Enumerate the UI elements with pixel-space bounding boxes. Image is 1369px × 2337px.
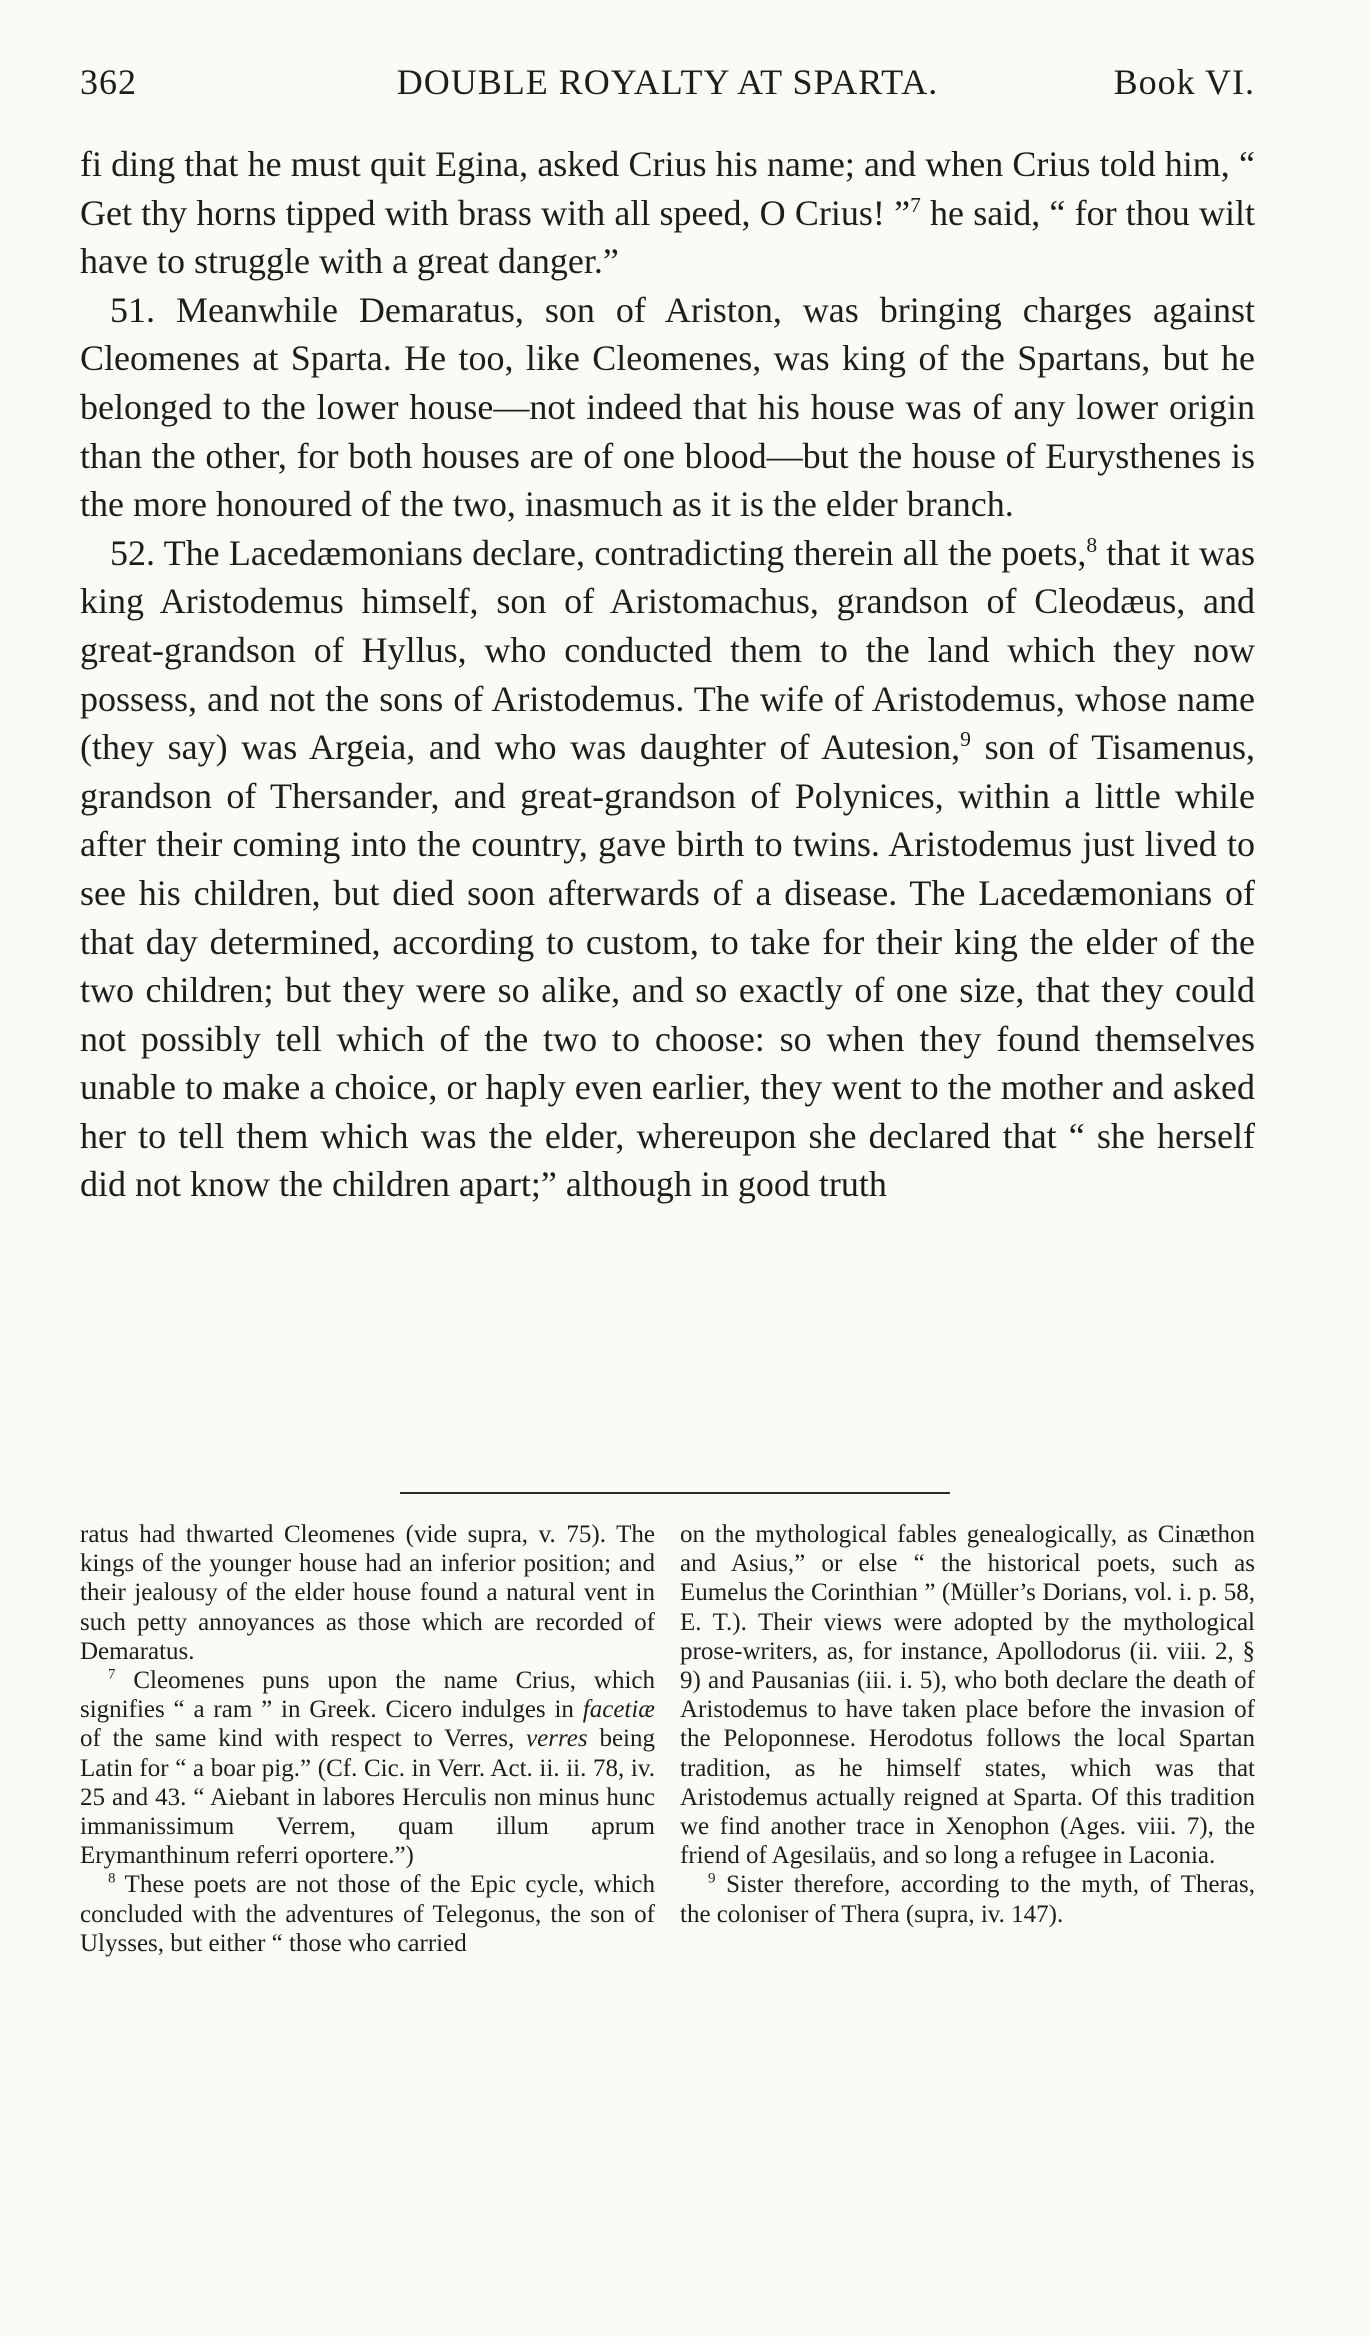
paragraph-51: 51. Meanwhile Demaratus, son of Ariston, was bringing charges against Cleomenes at Sparta. He too, like Cleomenes, was king of the Spartans, but he belonged to the lower house—not indeed that his house was of any lower origin than the other, for both houses are of one blood—but the house of Eurysthenes is the more honoured of the two, inasmuch as it is the elder branch.	[80, 289, 1255, 525]
footnote-ref-8: 8	[1086, 532, 1098, 557]
footnote-9: $^9$ Sister therefore, according to the myth, of Theras, the coloniser of Thera (supra, iv. 147).	[680, 1871, 1255, 1928]
footnote-7: $^7$ Cleomenes puns upon the name Crius, which signifies “ a ram ” in Greek. Cicero indulges in facetiæ of the same kind with respect to Verres, verres being Latin for “ a boar pig.” (Cf. Cic. in Verr. Act. ii. ii. 78, iv. 25 and 43. “ Aiebant in labores Herculis non minus hunc immanissimum Verrem, quam illum aprum Erymanthinum referri oportere.”)	[80, 1666, 656, 1870]
running-title: DOUBLE ROYALTY AT SPARTA.	[396, 62, 939, 102]
page-number: 362	[80, 62, 137, 102]
paragraph-52: 52. The Lacedæmonians declare, contradicting therein all the poets,$^8$ that it was king Aristodemus himself, son of Aristomachus, grandson of Cleodæus, and great-grandson of Hyllus, who conducted them to the land which they now possess, and not the sons of Aristodemus. The wife of Aristodemus, whose name (they say) was Argeia, and who was daughter of Autesion,$^9$ son of Tisamenus, grandson of Thersander, and great-grandson of Polynices, within a little while after their coming into the country, gave birth to twins. Aristodemus just lived to see his children, but died soon afterwards of a disease. The Lacedæmonians of that day determined, according to custom, to take for their king the elder of the two children; but they were so alike, and so exactly of one size, that they could not possibly tell which of the two to choose: so when they found themselves unable to make a choice, or haply even earlier, they went to the mother and asked her to tell them which was the elder, whereupon she declared that “ she herself did not know the children apart;” although in good truth	[80, 532, 1255, 1205]
footnote-continuation: ratus had thwarted Cleomenes (vide supra, v. 75). The kings of the younger house had an inferior position; and their jealousy of the elder house found a natural vent in such petty annoyances as those which are recorded of Demaratus.	[80, 1521, 655, 1665]
running-head	[80, 56, 1255, 108]
footnote-ref-7: 7	[910, 192, 921, 217]
main-text	[80, 140, 1255, 1209]
footnote-8-continuation: on the mythological fables genealogically, as Cinæthon and Asius,” or else “ the historical poets, such as Eumelus the Corinthian ” (Müller’s Dorians, vol. i. p. 58, E. T.). Their views were adopted by the mythological prose-writers, as, for instance, Apollodorus (ii. viii. 2, § 9) and Pausanias (iii. i. 5), who both declare the death of Aristodemus to have taken place before the invasion of the Peloponnese. Herodotus follows the local Spartan tradition, as he himself states, which was that Aristodemus actually reigned at Sparta. Of this tradition we find another trace in Xenophon (Ages. viii. 7), the friend of Agesilaüs, and so long a refugee in Laconia.	[680, 1521, 1255, 1870]
footnotes-left-column	[80, 1520, 655, 1958]
footnote-ref-9: 9	[960, 727, 971, 752]
footnote-8: $^8$ These poets are not those of the Epic cycle, which concluded with the adventures of Telegonus, the son of Ulysses, but either “ those who carried	[80, 1871, 655, 1957]
paragraph-continuation: fi ding that he must quit Egina, asked Crius his name; and when Crius told him, “ Get thy horns tipped with brass with all speed, O Crius! ”$^7$ he said, “ for thou wilt have to struggle with a great danger.”	[80, 144, 1255, 282]
footnote-divider	[400, 1492, 950, 1494]
book-label: Book VI.	[1113, 62, 1255, 102]
footnotes-right-column	[680, 1520, 1255, 1929]
